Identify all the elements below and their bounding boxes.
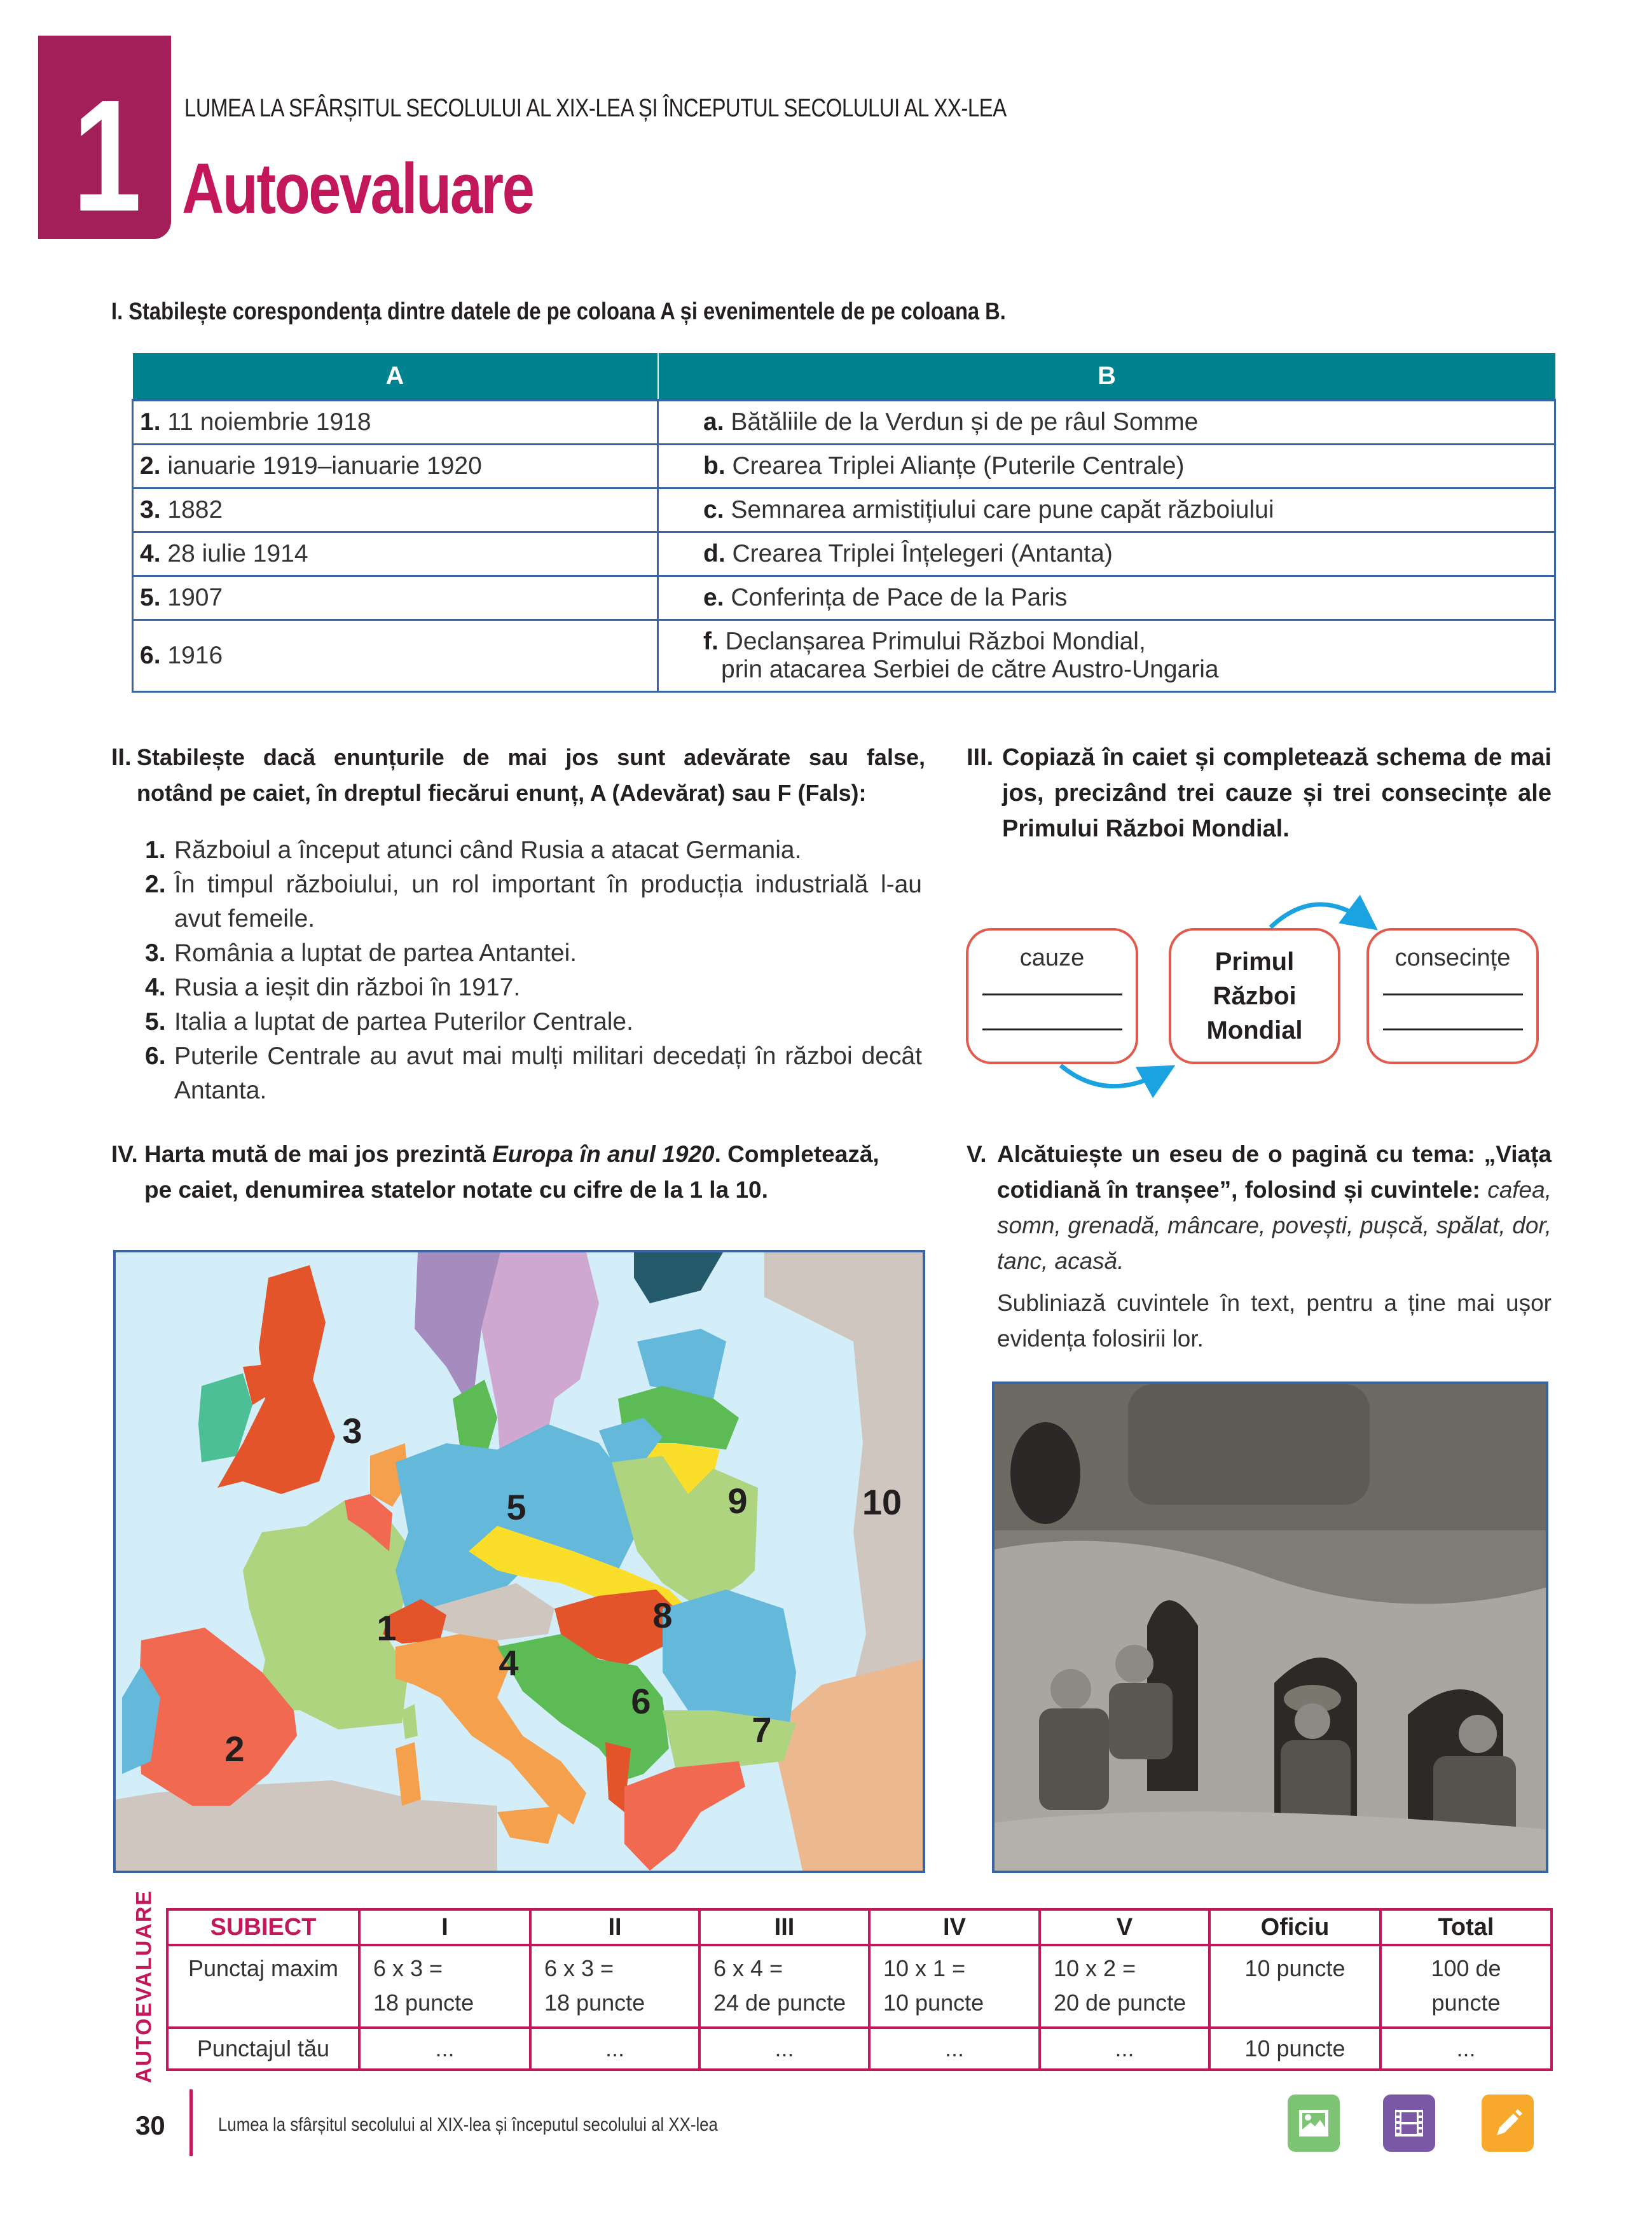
chapter-title: LUMEA LA SFÂRȘITUL SECOLULUI AL XIX-LEA ȘI ÎNCEPUTUL SECOLULUI AL XX-LEA [184, 94, 1007, 122]
your-score-cell: ... [1380, 2028, 1552, 2070]
header-iv: IV [869, 1909, 1040, 1945]
row-letter: e. [703, 584, 724, 611]
event-cell: Crearea Triplei Înțelegeri (Antanta) [732, 540, 1113, 567]
row-number: 1. [140, 408, 161, 436]
your-score-label: Punctajul tău [167, 2028, 359, 2070]
score-header-row [167, 1909, 1552, 1945]
header-total: Total [1380, 1909, 1552, 1945]
map-label-5: 5 [506, 1487, 527, 1527]
matching-table [132, 353, 1556, 693]
row-number: 3. [140, 496, 161, 523]
your-score-cell: ... [1040, 2028, 1209, 2070]
section-4-heading-post: . Completează, [714, 1141, 879, 1167]
causes-box [966, 928, 1138, 1064]
list-item [145, 1005, 922, 1039]
self-assessment-side-label [130, 1889, 158, 2083]
item-text: Italia a luptat de partea Puterilor Centrale. [174, 1008, 633, 1035]
map-shapes [116, 1252, 923, 1871]
column-b-header: B [658, 353, 1555, 400]
section-4-heading-line2: pe caiet, denumirea statelor notate cu cifre de la 1 la 10. [144, 1177, 768, 1203]
list-item [145, 833, 922, 868]
header-iii: III [699, 1909, 869, 1945]
causes-label: cauze [1019, 945, 1085, 971]
map-label-4: 4 [499, 1643, 519, 1683]
header-v: V [1040, 1909, 1209, 1945]
section-5-heading: Alcătuiește un eseu de o pagină cu tema: „Viața cotidiană în tranșee”, folosind și cuvintele: [997, 1141, 1552, 1203]
your-score-cell: 10 puncte [1209, 2028, 1380, 2070]
item-number: 6. [145, 1042, 166, 1070]
item-number: 4. [145, 974, 166, 1001]
row-letter: d. [703, 540, 726, 567]
map-label-3: 3 [342, 1411, 362, 1451]
item-text: Războiul a început atunci când Rusia a atacat Germania. [174, 836, 802, 864]
max-score-cell: 6 x 3 = 18 puncte [530, 1945, 699, 2028]
table-row [133, 532, 1555, 576]
max-score-cell: 10 x 2 = 20 de puncte [1040, 1945, 1209, 2028]
event-cell: Bătăliile de la Verdun și de pe râul Somme [731, 408, 1199, 436]
date-cell: 1882 [167, 496, 223, 523]
item-text: Puterile Centrale au avut mai mulți militari decedați în război decât Antanta. [174, 1042, 922, 1104]
section-5-number: V. [967, 1141, 987, 1167]
photo-placeholder [995, 1384, 1546, 1871]
pencil-icon [1492, 2107, 1524, 2139]
film-icon [1394, 2109, 1424, 2138]
header-i: I [359, 1909, 530, 1945]
max-score-cell: 10 puncte [1209, 1945, 1380, 2028]
row-number: 5. [140, 584, 161, 611]
row-number: 2. [140, 452, 161, 480]
list-item [145, 971, 922, 1005]
consequences-box [1366, 928, 1539, 1064]
event-cell: Semnarea armistițiului care pune capăt războiului [731, 496, 1274, 523]
row-letter: f. [703, 628, 719, 655]
film-icon-button[interactable] [1383, 2095, 1435, 2152]
table-row [133, 620, 1555, 692]
date-cell: ianuarie 1919–ianuarie 1920 [167, 452, 482, 480]
section-2-number: II. [111, 744, 132, 771]
item-text: În timpul războiului, un rol important în producția industrială l-au avut femeile. [174, 871, 922, 932]
blank-line [1383, 994, 1523, 995]
trench-photo [992, 1382, 1548, 1873]
section-4-heading-pre: Harta mută de mai jos prezintă [144, 1141, 493, 1167]
your-score-cell: ... [530, 2028, 699, 2070]
your-score-cell: ... [699, 2028, 869, 2070]
table-row [133, 445, 1555, 488]
your-score-row [167, 2028, 1552, 2070]
max-score-label: Punctaj maxim [167, 1945, 359, 2028]
max-score-cell: 10 x 1 = 10 puncte [869, 1945, 1040, 2028]
pencil-icon-button[interactable] [1482, 2095, 1534, 2152]
map-label-1: 1 [376, 1608, 397, 1648]
section-1-heading [111, 294, 1152, 329]
central-line-2: Război [1213, 982, 1297, 1010]
header-oficiu: Oficiu [1209, 1909, 1380, 1945]
header-ii: II [530, 1909, 699, 1945]
section-2-heading-line2: notând pe caiet, în dreptul fiecărui enunț, A (Adevărat) sau F (Fals): [137, 780, 867, 806]
max-score-row [167, 1945, 1552, 2028]
table-row [133, 576, 1555, 620]
max-score-cell: 6 x 3 = 18 puncte [359, 1945, 530, 2028]
event-cell: Declanșarea Primului Război Mondial, [725, 628, 1146, 655]
row-number: 6. [140, 642, 161, 669]
blank-line [982, 994, 1122, 995]
item-text: România a luptat de partea Antantei. [174, 939, 577, 967]
central-box [1169, 928, 1340, 1064]
section-5-instruction: Subliniază cuvintele în text, pentru a ține mai ușor evidența folosirii lor. [997, 1290, 1552, 1352]
section-4-heading-italic: Europa în anul 1920 [492, 1141, 715, 1167]
section-2-heading-line1: Stabilește dacă enunțurile de mai jos sunt adevărate sau false, [137, 744, 925, 770]
list-item [145, 1039, 922, 1108]
map-label-7: 7 [752, 1710, 772, 1750]
row-letter: a. [703, 408, 724, 436]
image-icon-button[interactable] [1288, 2095, 1340, 2152]
max-score-cell: 6 x 4 = 24 de puncte [699, 1945, 869, 2028]
central-line-3: Mondial [1206, 1016, 1303, 1044]
your-score-cell: ... [869, 2028, 1040, 2070]
section-2-heading [111, 740, 925, 811]
table-row [133, 488, 1555, 532]
section-3-heading [967, 740, 1552, 847]
header-subiect: SUBIECT [167, 1909, 359, 1945]
blank-line [982, 1028, 1122, 1030]
map-label-8: 8 [652, 1595, 673, 1635]
date-cell: 1907 [167, 584, 223, 611]
blank-line [1383, 1028, 1523, 1030]
row-number: 4. [140, 540, 161, 567]
item-number: 3. [145, 939, 166, 967]
map-label-2: 2 [224, 1729, 245, 1769]
row-letter: c. [703, 496, 724, 523]
section-4-heading [111, 1137, 932, 1208]
item-number: 2. [145, 871, 166, 898]
date-cell: 1916 [167, 642, 223, 669]
section-5-words: cafea, somn, grenadă, mâncare, povești, pușcă, spălat, dor, tanc, acasă. [997, 1177, 1552, 1274]
section-3-heading-text: Copiază în caiet și completează schema de mai jos, precizând trei cauze și trei consecințe ale Primului Război Mondial. [1002, 744, 1552, 842]
image-icon [1298, 2109, 1330, 2138]
table-row [133, 400, 1555, 445]
footer-divider [189, 2089, 193, 2156]
page-number: 30 [135, 2110, 165, 2140]
column-a-header: A [133, 353, 658, 400]
row-letter: b. [703, 452, 726, 480]
list-item [145, 868, 922, 936]
section-3-number: III. [967, 744, 994, 771]
map-label-10: 10 [862, 1482, 902, 1522]
page-title: Autoevaluare [182, 149, 533, 228]
list-item [145, 936, 922, 971]
section-5-block [967, 1137, 1552, 1357]
consequences-label: consecințe [1394, 945, 1511, 971]
item-number: 5. [145, 1008, 166, 1035]
map-label-9: 9 [727, 1481, 748, 1521]
event-cell-continued: prin atacarea Serbiei de către Austro-Ungaria [721, 656, 1219, 683]
event-cell: Crearea Triplei Alianțe (Puterile Centrale) [732, 452, 1185, 480]
item-text: Rusia a ieșit din război în 1917. [174, 974, 521, 1001]
score-table [166, 1908, 1553, 2071]
date-cell: 11 noiembrie 1918 [167, 408, 371, 436]
item-number: 1. [145, 836, 166, 864]
section-1-heading-text: I. Stabilește corespondența dintre datele de pe coloana A și evenimentele de pe coloana B. [111, 298, 1006, 325]
central-line-1: Primul [1215, 948, 1295, 976]
your-score-cell: ... [359, 2028, 530, 2070]
date-cell: 28 iulie 1914 [167, 540, 308, 567]
side-label-text: AUTOEVALUARE [132, 1889, 156, 2083]
true-false-list [145, 833, 922, 1108]
section-4-number: IV. [111, 1141, 138, 1167]
map-label-6: 6 [631, 1681, 651, 1721]
europe-1920-map [113, 1250, 925, 1873]
footer-running-title: Lumea la sfârșitul secolului al XIX-lea și începutul secolului al XX-lea [218, 2114, 718, 2135]
event-cell: Conferința de Pace de la Paris [731, 584, 1068, 611]
chapter-number: 1 [72, 67, 137, 244]
max-score-cell: 100 de puncte [1380, 1945, 1552, 2028]
